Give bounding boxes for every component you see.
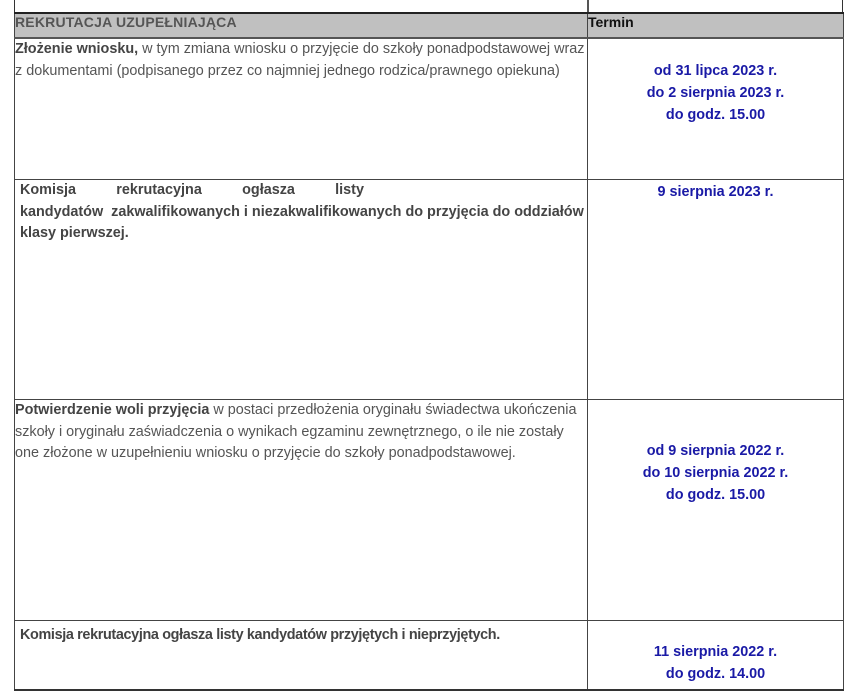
description-bold: Złożenie wniosku, [15, 41, 139, 57]
table-row [15, 38, 844, 180]
row-description [15, 621, 588, 691]
section-title-header: REKRUTACJA UZUPEŁNIAJĄCA [15, 13, 588, 38]
term-line: od 31 lipca 2023 r. [653, 63, 778, 79]
term-line: do godz. 15.00 [665, 107, 766, 123]
term-line: do 10 sierpnia 2022 r. [642, 465, 789, 481]
description-text: Komisja rekrutacyjna ogłasza listy kandydatów przyjętych i nieprzyjętych. [20, 627, 500, 643]
table-row [15, 621, 844, 691]
description-line-1: Komisja rekrutacyjna ogłasza listy [20, 182, 364, 198]
previous-table-remnant [14, 0, 843, 12]
table-row [15, 400, 844, 621]
description-bold: Potwierdzenie woli przyjęcia [15, 402, 210, 418]
term-line: 11 sierpnia 2022 r. [653, 644, 778, 660]
row-term [588, 38, 844, 180]
description-text: kandydatów zakwalifikowanych i niezakwalifikowanych do przyjęcia do oddziałów klasy pierwszej. [20, 203, 588, 241]
row-description [15, 38, 588, 180]
term-line: do godz. 14.00 [665, 666, 766, 682]
row-term [588, 180, 844, 400]
term-line: do godz. 15.00 [665, 487, 766, 503]
term-line: od 9 sierpnia 2022 r. [646, 443, 785, 459]
recruitment-schedule-table [14, 12, 844, 691]
description-text: w postaci przedłożenia oryginału świadectwa ukończenia szkoły i oryginału zaświadczenia o wynikach egzaminu zewnętrznego, o ile nie zostały one złożone w uzupełnieniu wniosku o przyjęcie do szkoły ponadpodstawowej. [15, 402, 577, 461]
row-term [588, 621, 844, 691]
row-term [588, 400, 844, 621]
row-description [15, 400, 588, 621]
table-row [15, 180, 844, 400]
row-description [15, 180, 588, 400]
column-divider [587, 0, 589, 12]
term-line: do 2 sierpnia 2023 r. [646, 85, 785, 101]
term-column-header: Termin [588, 13, 844, 38]
table-header-row [15, 13, 844, 38]
term-line: 9 sierpnia 2023 r. [657, 184, 774, 200]
description-text: w tym zmiana wniosku o przyjęcie do szkoły ponadpodstawowej wraz z dokumentami (podpisanego przez co najmniej jednego rodzica/prawnego opiekuna) [15, 41, 585, 79]
